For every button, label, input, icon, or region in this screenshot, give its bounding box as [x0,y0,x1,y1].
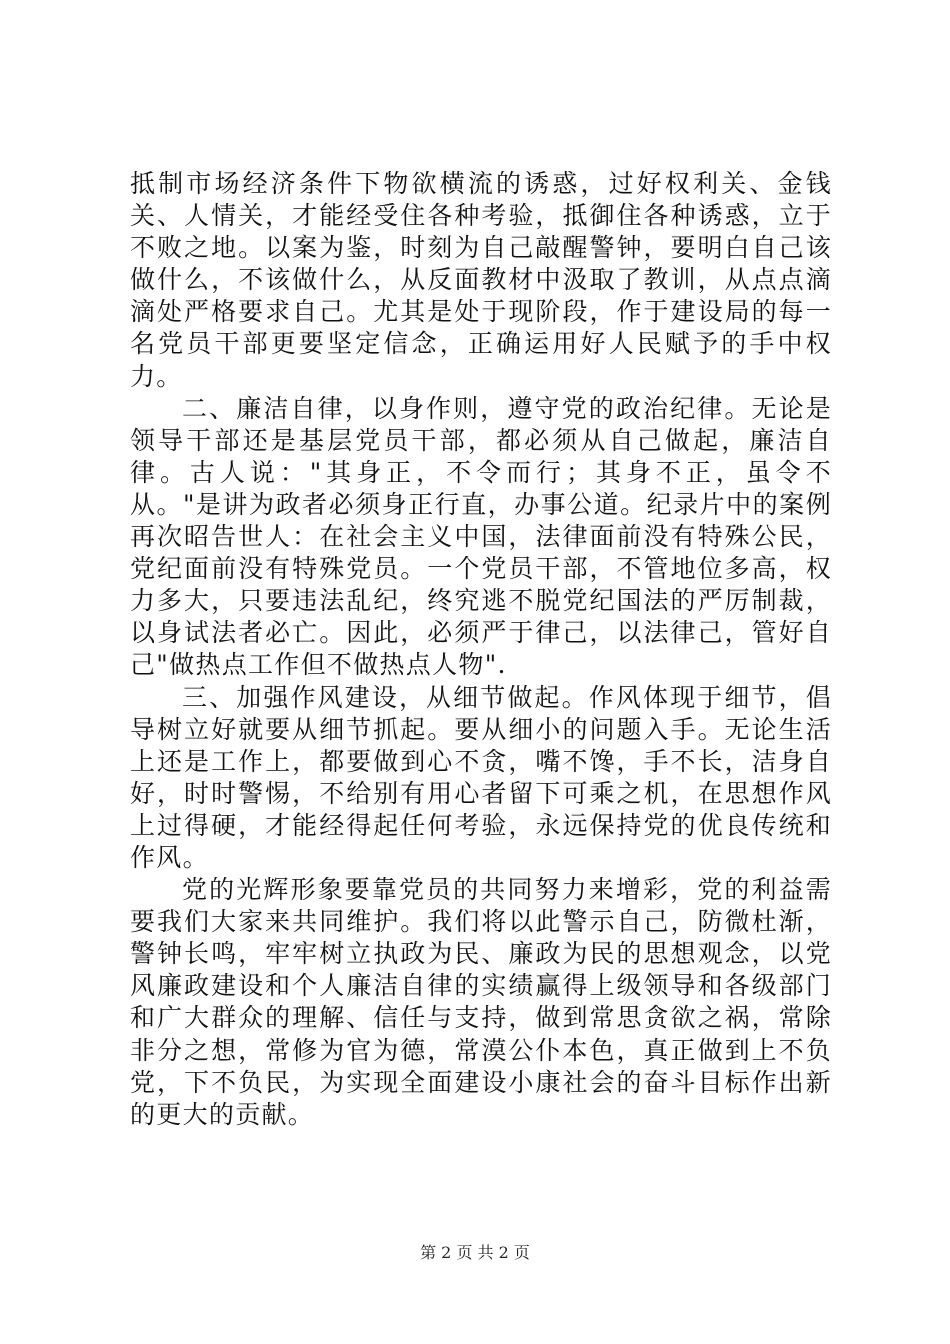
page-number-footer: 第 2 页 共 2 页 [420,1243,530,1262]
paragraph-conclusion: 党的光辉形象要靠党员的共同努力来增彩，党的利益需要我们大家来共同维护。我们将以此警示自己，防微杜渐，警钟长鸣，牢牢树立执政为民、廉政为民的思想观念，以党风廉政建设和个人廉洁自律的实绩赢得上级领导和各级部门和广大群众的理解、信任与支持，做到常思贪欲之祸，常除非分之想，常修为官为德，常漠公仆本色，真正做到上不负党，下不负民，为实现全面建设小康社会的奋斗目标作出新的更大的贡献。 [130,875,832,1129]
paragraph-section-two: 二、廉洁自律，以身作则，遵守党的政治纪律。无论是领导干部还是基层党员干部，都必须从自己做起，廉洁自律。古人说："其身正，不令而行；其身不正，虽令不从。"是讲为政者必须身正行直，办事公道。纪录片中的案例再次昭告世人：在社会主义中国，法律面前没有特殊公民，党纪面前没有特殊党员。一个党员干部，不管地位多高，权力多大，只要违法乱纪，终究逃不脱党纪国法的严厉制裁，以身试法者必亡。因此，必须严于律己，以法律己，管好自己"做热点工作但不做热点人物". [130,393,832,680]
paragraph-section-three: 三、加强作风建设，从细节做起。作风体现于细节，倡导树立好就要从细节抓起。要从细小的问题入手。无论生活上还是工作上，都要做到心不贪，嘴不馋，手不长，洁身自好，时时警惕，不给别有用心者留下可乘之机，在思想作风上过得硬，才能经得起任何考验，永远保持党的优良传统和作风。 [130,682,832,872]
paragraph-continuation: 抵制市场经济条件下物欲横流的诱惑，过好权利关、金钱关、人情关，才能经受住各种考验，抵御住各种诱惑，立于不败之地。以案为鉴，时刻为自己敲醒警钟，要明白自己该做什么，不该做什么，从反面教材中汲取了教训，从点点滴滴处严格要求自己。尤其是处于现阶段，作于建设局的每一名党员干部更要坚定信念，正确运用好人民赋予的手中权力。 [130,169,832,391]
document-body [130,168,832,1131]
